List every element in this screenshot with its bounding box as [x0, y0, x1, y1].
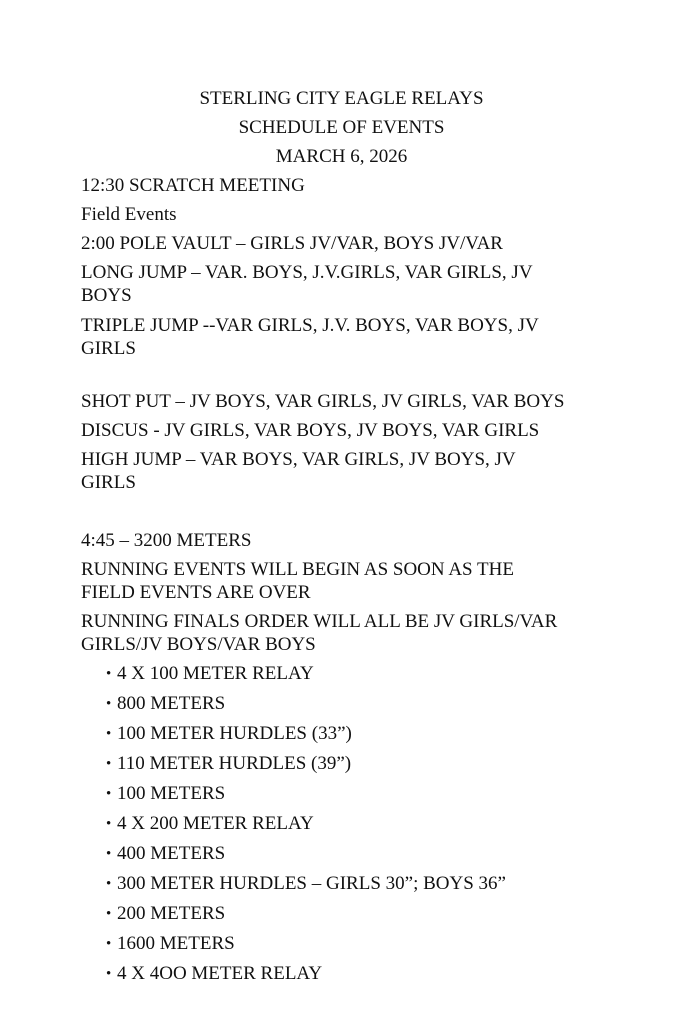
running-event-label: 200 METERS — [117, 903, 226, 924]
bullet-icon: • — [106, 906, 112, 922]
running-event-label: 4 X 200 METER RELAY — [117, 813, 314, 834]
running-event-item — [106, 663, 314, 685]
bullet-icon: • — [106, 936, 112, 952]
running-event-label: 1600 METERS — [117, 933, 235, 954]
running-event-label: 110 METER HURDLES (39”) — [117, 753, 352, 774]
running-event-label: 100 METERS — [117, 783, 226, 804]
bullet-icon: • — [106, 666, 112, 682]
running-event-item — [106, 813, 314, 835]
running-event-item — [106, 723, 352, 745]
triple-jump-line: TRIPLE JUMP --VAR GIRLS, J.V. BOYS, VAR BOYS, JV — [81, 315, 539, 336]
running-event-item — [106, 873, 506, 895]
discus-line: DISCUS - JV GIRLS, VAR BOYS, JV BOYS, VAR GIRLS — [81, 420, 540, 441]
finals-order-line: RUNNING FINALS ORDER WILL ALL BE JV GIRLS/VAR — [81, 611, 558, 632]
running-event-label: 4 X 4OO METER RELAY — [117, 963, 323, 984]
running-event-item — [106, 843, 225, 865]
document-date: MARCH 6, 2026 — [275, 146, 408, 167]
high-jump-line-continued: GIRLS — [81, 472, 136, 493]
running-note-line-continued: FIELD EVENTS ARE OVER — [81, 582, 311, 603]
bullet-icon: • — [106, 846, 112, 862]
running-event-item — [106, 933, 235, 955]
3200-meters-line: 4:45 – 3200 METERS — [81, 530, 252, 551]
running-event-label: 800 METERS — [117, 693, 226, 714]
document-title: STERLING CITY EAGLE RELAYS — [199, 88, 484, 109]
bullet-icon: • — [106, 696, 112, 712]
running-event-item — [106, 963, 322, 985]
running-event-item — [106, 903, 225, 925]
bullet-icon: • — [106, 756, 112, 772]
shot-put-line: SHOT PUT – JV BOYS, VAR GIRLS, JV GIRLS, VAR BOYS — [81, 391, 565, 412]
triple-jump-line-continued: GIRLS — [81, 338, 136, 359]
pole-vault-line: 2:00 POLE VAULT – GIRLS JV/VAR, BOYS JV/VAR — [81, 233, 503, 254]
long-jump-line-continued: BOYS — [81, 285, 132, 306]
running-note-line: RUNNING EVENTS WILL BEGIN AS SOON AS THE — [81, 559, 514, 580]
running-event-label: 300 METER HURDLES – GIRLS 30”; BOYS 36” — [117, 873, 506, 894]
running-event-item — [106, 693, 225, 715]
finals-order-line-continued: GIRLS/JV BOYS/VAR BOYS — [81, 634, 316, 655]
running-event-label: 4 X 100 METER RELAY — [117, 663, 314, 684]
long-jump-line: LONG JUMP – VAR. BOYS, J.V.GIRLS, VAR GIRLS, JV — [81, 262, 533, 283]
high-jump-line: HIGH JUMP – VAR BOYS, VAR GIRLS, JV BOYS, JV — [81, 449, 516, 470]
bullet-icon: • — [106, 726, 112, 742]
bullet-icon: • — [106, 786, 112, 802]
running-event-item — [106, 753, 351, 775]
scratch-meeting-line: 12:30 SCRATCH MEETING — [81, 175, 305, 196]
field-events-heading: Field Events — [81, 204, 177, 225]
document-subtitle: SCHEDULE OF EVENTS — [238, 117, 445, 138]
bullet-icon: • — [106, 966, 112, 982]
running-event-label: 400 METERS — [117, 843, 226, 864]
running-event-item — [106, 783, 225, 805]
bullet-icon: • — [106, 816, 112, 832]
running-event-label: 100 METER HURDLES (33”) — [117, 723, 352, 744]
bullet-icon: • — [106, 876, 112, 892]
